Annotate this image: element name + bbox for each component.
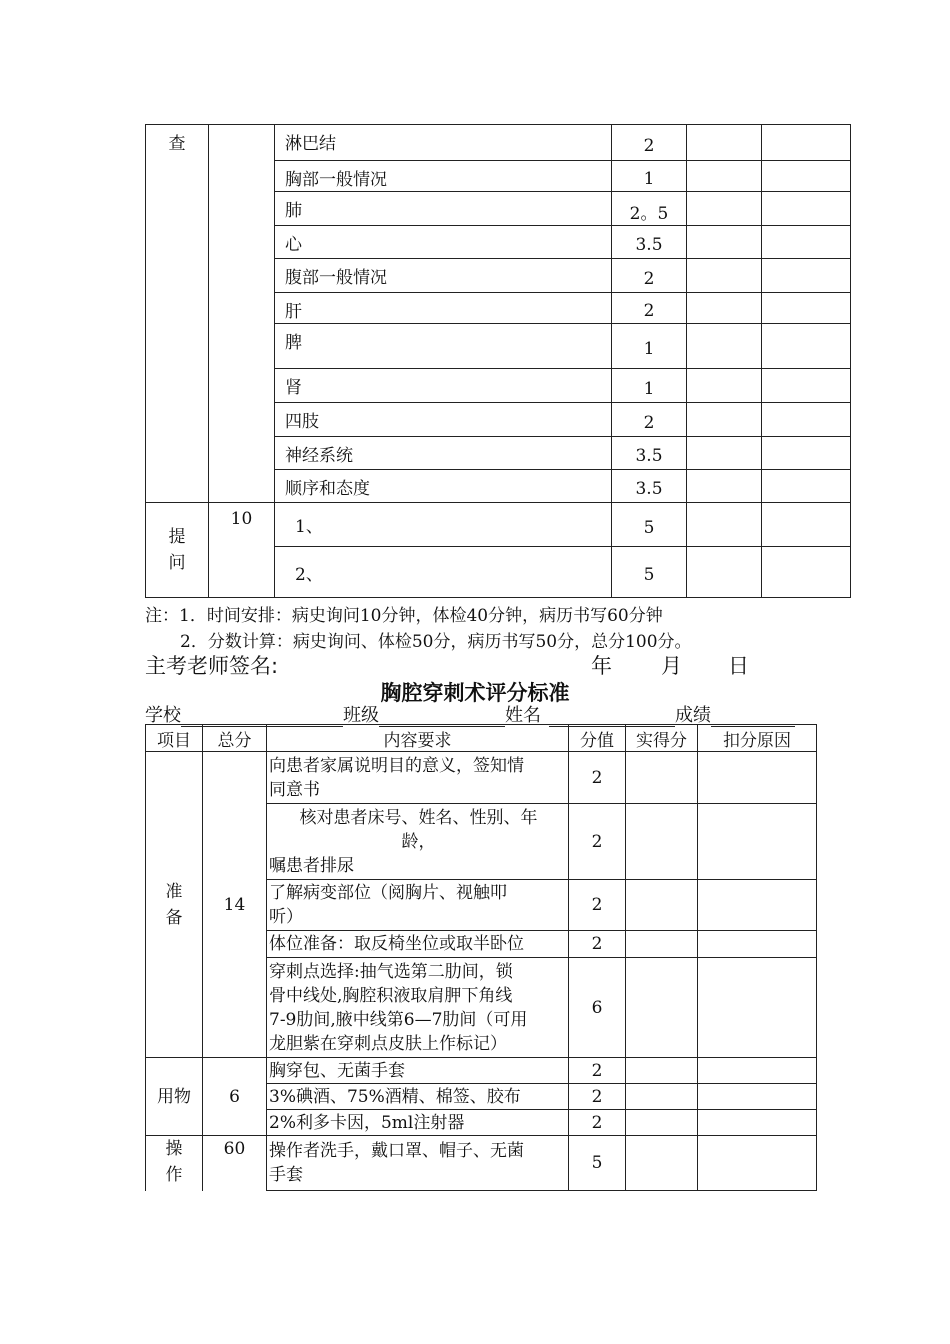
item-value: 2 [612, 403, 687, 437]
content-line: 操作者洗手，戴口罩、帽子、无菌 [269, 1141, 524, 1161]
question-item: 1、 [275, 503, 612, 547]
content-cell [267, 752, 569, 804]
deduction-reason-cell[interactable] [698, 1136, 817, 1191]
header-item: 项目 [146, 725, 203, 752]
score-cell [687, 547, 762, 598]
deduction-reason-cell[interactable] [698, 804, 817, 880]
value-cell: 2 [569, 931, 626, 958]
content-line: 龙胆紫在穿刺点皮肤上作标记） [269, 1033, 507, 1054]
header-deduction-reason: 扣分原因 [698, 725, 817, 752]
supplies-label: 用物 [146, 1058, 203, 1136]
actual-score-cell[interactable] [626, 752, 698, 804]
item-value: 3.5 [612, 437, 687, 470]
header-actual-score: 实得分 [626, 725, 698, 752]
school-label: 学校 [145, 705, 181, 726]
content-cell: 体位准备：取反椅坐位或取半卧位 [267, 931, 569, 958]
item-value: 1 [612, 369, 687, 403]
content-line: 核对患者床号、姓名、性别、年 [299, 807, 538, 828]
class-label: 班级 [343, 705, 379, 726]
score-cell [687, 437, 762, 470]
prep-label-2: 备 [165, 907, 183, 928]
content-line: 了解病变部位（阅胸片、视触叩 [269, 883, 507, 903]
deduction-reason-cell[interactable] [698, 752, 817, 804]
content-line: 听） [269, 907, 303, 927]
score-cell [687, 161, 762, 192]
signature-month: 月 [661, 654, 682, 678]
content-cell [267, 958, 569, 1058]
reason-cell [762, 293, 851, 324]
score-cell [687, 125, 762, 161]
item-name: 肾 [275, 369, 612, 403]
name-label: 姓名 [505, 705, 541, 726]
questions-label-2: 问 [168, 553, 186, 573]
reason-cell [762, 125, 851, 161]
item-name: 胸部一般情况 [275, 161, 612, 192]
deduction-reason-cell[interactable] [698, 880, 817, 931]
value-cell: 2 [569, 1084, 626, 1110]
value-cell: 2 [569, 804, 626, 880]
header-total: 总分 [203, 725, 267, 752]
reason-cell [762, 226, 851, 259]
note-line-1: 注：1．时间安排：病史询问10分钟，体检40分钟，病历书写60分钟 [145, 606, 663, 626]
examiner-signature [145, 650, 749, 680]
form-title: 胸腔穿刺术评分标准 [380, 681, 570, 705]
actual-score-cell[interactable] [626, 1084, 698, 1110]
reason-cell [762, 403, 851, 437]
section-label: 查 [146, 125, 209, 503]
score-cell [687, 470, 762, 503]
item-name: 顺序和态度 [275, 470, 612, 503]
item-value: 2 [612, 125, 687, 161]
item-name: 四肢 [275, 403, 612, 437]
questions-total: 10 [209, 503, 275, 598]
reason-cell [762, 192, 851, 226]
actual-score-cell[interactable] [626, 1110, 698, 1136]
reason-cell [762, 470, 851, 503]
reason-cell [762, 437, 851, 470]
reason-cell [762, 369, 851, 403]
content-line: 穿刺点选择:抽气选第二肋间，锁 [269, 961, 513, 982]
content-cell: 2%利多卡因，5ml注射器 [267, 1110, 569, 1136]
question-value: 5 [612, 547, 687, 598]
header-value: 分值 [569, 725, 626, 752]
actual-score-cell[interactable] [626, 1058, 698, 1084]
section-total [209, 125, 275, 503]
actual-score-cell[interactable] [626, 958, 698, 1058]
score-cell [687, 369, 762, 403]
prep-label-1: 准 [165, 881, 183, 902]
item-value: 2。5 [612, 192, 687, 226]
score-cell [687, 403, 762, 437]
actual-score-cell[interactable] [626, 804, 698, 880]
questions-label-1: 提 [168, 527, 186, 547]
content-cell [267, 804, 569, 880]
item-name: 淋巴结 [275, 125, 612, 161]
actual-score-cell[interactable] [626, 880, 698, 931]
prep-label [146, 752, 203, 1058]
content-line: 向患者家属说明目的意义，签知情 [269, 755, 524, 776]
content-cell [267, 880, 569, 931]
exam-score-table [145, 124, 851, 598]
reason-cell [762, 161, 851, 192]
deduction-reason-cell[interactable] [698, 1058, 817, 1084]
value-cell: 2 [569, 1110, 626, 1136]
deduction-reason-cell[interactable] [698, 958, 817, 1058]
deduction-reason-cell[interactable] [698, 1084, 817, 1110]
score-cell [687, 192, 762, 226]
content-cell [267, 1136, 569, 1191]
signature-day: 日 [728, 654, 749, 678]
score-cell [687, 293, 762, 324]
item-value: 2 [612, 259, 687, 293]
value-cell: 2 [569, 880, 626, 931]
item-name: 心 [275, 226, 612, 259]
item-name: 肝 [275, 293, 612, 324]
supplies-total: 6 [203, 1058, 267, 1136]
content-line: 嘱患者排尿 [269, 855, 354, 876]
item-name: 肺 [275, 192, 612, 226]
item-name: 腹部一般情况 [275, 259, 612, 293]
item-value: 1 [612, 324, 687, 369]
actual-score-cell[interactable] [626, 931, 698, 958]
item-value: 3.5 [612, 226, 687, 259]
item-value: 3.5 [612, 470, 687, 503]
operation-label [146, 1136, 203, 1191]
reason-cell [762, 259, 851, 293]
value-cell: 2 [569, 752, 626, 804]
item-value: 2 [612, 293, 687, 324]
reason-cell [762, 324, 851, 369]
score-cell [687, 503, 762, 547]
item-value: 1 [612, 161, 687, 192]
prep-total: 14 [203, 752, 267, 1058]
deduction-reason-cell[interactable] [698, 1110, 817, 1136]
content-line: 手套 [269, 1165, 303, 1185]
actual-score-cell[interactable] [626, 1136, 698, 1191]
value-cell: 6 [569, 958, 626, 1058]
deduction-reason-cell[interactable] [698, 931, 817, 958]
header-content: 内容要求 [267, 725, 569, 752]
value-cell: 2 [569, 1058, 626, 1084]
reason-cell [762, 547, 851, 598]
content-line: 7-9肋间,腋中线第6—7肋间（可用 [269, 1009, 528, 1030]
item-name: 脾 [275, 324, 612, 369]
operation-label-1: 操 [165, 1139, 183, 1159]
content-line: 同意书 [269, 779, 320, 800]
operation-label-2: 作 [165, 1165, 183, 1185]
reason-cell [762, 503, 851, 547]
score-cell [687, 324, 762, 369]
note-line-2: 2．分数计算：病史询问、体检50分，病历书写50分，总分100分。 [180, 632, 692, 652]
item-name: 神经系统 [275, 437, 612, 470]
value-cell: 5 [569, 1136, 626, 1191]
content-line: 龄， [401, 831, 436, 852]
score-cell [687, 259, 762, 293]
thoracentesis-score-table [145, 724, 817, 1191]
question-item: 2、 [275, 547, 612, 598]
questions-section-label [146, 503, 209, 598]
score-label: 成绩 [675, 705, 711, 726]
score-cell [687, 226, 762, 259]
signature-label: 主考老师签名: [145, 654, 279, 678]
content-cell: 胸穿包、无菌手套 [267, 1058, 569, 1084]
content-line: 骨中线处,胸腔积液取肩胛下角线 [269, 985, 513, 1006]
content-cell: 3%碘酒、75%酒精、棉签、胶布 [267, 1084, 569, 1110]
question-value: 5 [612, 503, 687, 547]
operation-total: 60 [203, 1136, 267, 1191]
signature-year: 年 [591, 654, 612, 678]
